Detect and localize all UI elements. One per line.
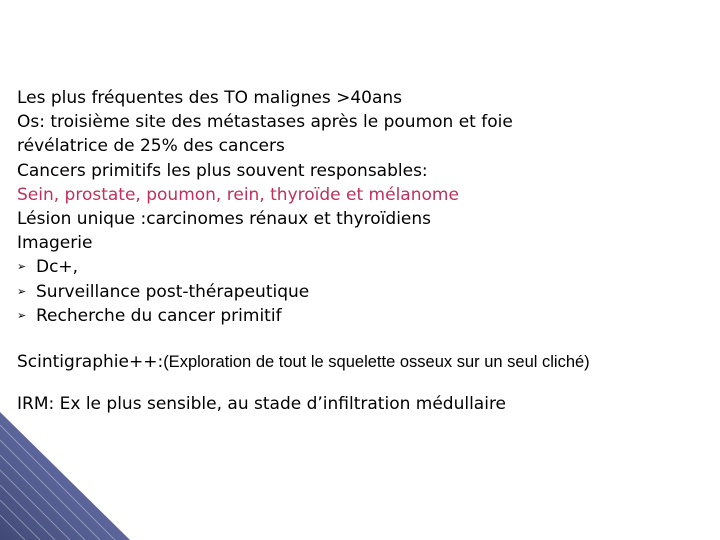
bullet-item — [17, 304, 717, 328]
line-cancer-list: Sein, prostate, poumon, rein, thyroïde et mélanome — [17, 184, 459, 205]
line-lesion-unique: Lésion unique :carcinomes rénaux et thyroïdiens — [17, 209, 432, 230]
scintigraphy-label: Scintigraphie++: — [17, 352, 164, 373]
line-os-site: Os: troisième site des métastases après le poumon et foie — [17, 112, 513, 133]
scintigraphy-detail: (Exploration de tout le squelette osseux sur un seul cliché) — [163, 353, 590, 372]
scintigraphy-line — [17, 350, 717, 374]
slide-body — [17, 86, 717, 416]
line-imagerie: Imagerie — [17, 233, 93, 254]
line-to-malignes: Les plus fréquentes des TO malignes >40ans — [17, 88, 402, 108]
irm-line: IRM: Ex le plus sensible, au stade d’infiltration médullaire — [17, 394, 507, 415]
arrow-bullet-icon: ➢ — [17, 284, 27, 298]
bullet-text: Dc+, — [36, 257, 79, 278]
arrow-bullet-icon: ➢ — [17, 308, 27, 322]
line-cancers-primitifs: Cancers primitifs les plus souvent responsables: — [17, 160, 428, 181]
bullet-text: Recherche du cancer primitif — [36, 305, 282, 326]
bullet-text: Surveillance post-thérapeutique — [36, 281, 310, 302]
line-revelatrice: révélatrice de 25% des cancers — [17, 136, 285, 157]
arrow-bullet-icon: ➢ — [17, 260, 27, 274]
bullet-item — [17, 255, 717, 279]
bullet-item — [17, 280, 717, 304]
